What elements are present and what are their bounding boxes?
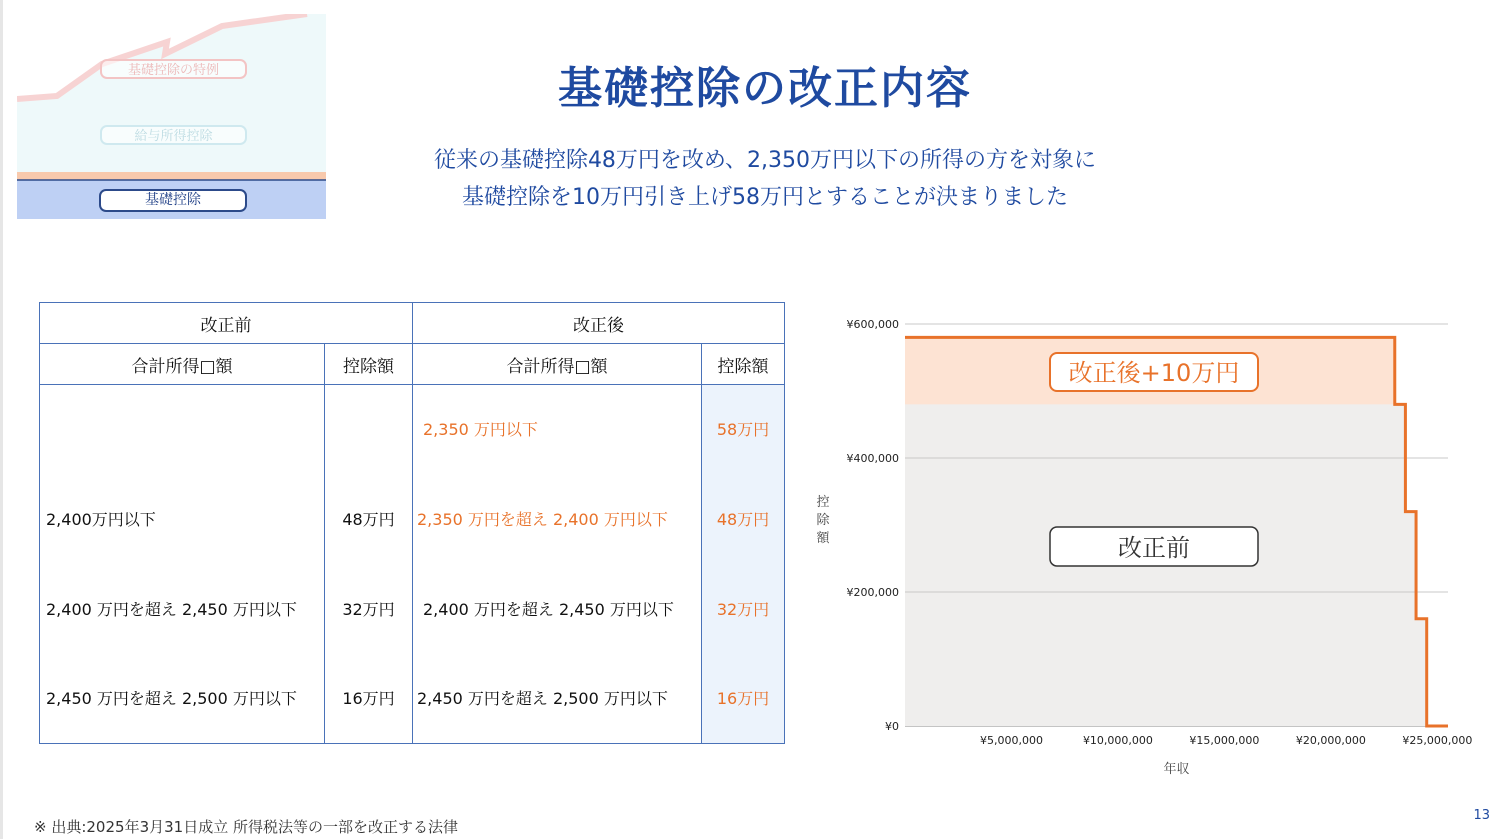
header-before: 改正前 bbox=[40, 303, 413, 344]
after-deduction-4: 16万円 bbox=[716, 689, 770, 708]
legend-after-text: 改正後+10万円 bbox=[1068, 359, 1240, 387]
x-axis-label: 年収 bbox=[1163, 762, 1190, 777]
after-income-3: 2,400 万円を超え 2,450 万円以下 bbox=[423, 600, 674, 619]
legend-before bbox=[1050, 527, 1258, 566]
left-edge-line bbox=[0, 0, 3, 839]
before-deduction-1: 48万円 bbox=[342, 510, 395, 529]
legend-before-text: 改正前 bbox=[1118, 534, 1190, 562]
page-number: 13 bbox=[1473, 808, 1490, 823]
after-income-1: 2,350 万円以下 bbox=[423, 420, 538, 439]
legend-after bbox=[1050, 353, 1258, 391]
subtitle-line-2: 基礎控除を10万円引き上げ58万円とすることが決まりました bbox=[462, 185, 1068, 210]
after-income-4: 2,450 万円を超え 2,500 万円以下 bbox=[417, 689, 668, 708]
subtitle-line-1: 従来の基礎控除48万円を改め、2,350万円以下の所得の方を対象に bbox=[433, 148, 1097, 173]
after-income-2: 2,350 万円を超え 2,400 万円以下 bbox=[417, 510, 668, 529]
y-axis-label-char: 額 bbox=[816, 531, 830, 546]
header-income-before: 合計所得□額 bbox=[40, 344, 325, 385]
header-deduction-before: 控除額 bbox=[325, 344, 413, 385]
comparison-table bbox=[39, 302, 785, 744]
before-income-column bbox=[40, 385, 325, 744]
deduction-chart bbox=[800, 300, 1480, 790]
before-income-1: 2,400万円以下 bbox=[46, 510, 156, 529]
page-title: 基礎控除の改正内容 bbox=[558, 63, 972, 114]
thumbnail-label-kyuyo: 給与所得控除 bbox=[100, 125, 247, 145]
after-deduction-column bbox=[702, 385, 785, 744]
header-after: 改正後 bbox=[413, 303, 785, 344]
thumbnail-label-kiso: 基礎控除 bbox=[99, 189, 247, 212]
y-tick-label: ¥0 bbox=[885, 720, 899, 733]
thumbnail-diagram bbox=[17, 14, 326, 219]
header-income-after: 合計所得□額 bbox=[413, 344, 702, 385]
before-income-3: 2,450 万円を超え 2,500 万円以下 bbox=[46, 689, 297, 708]
header-deduction-after: 控除額 bbox=[702, 344, 785, 385]
before-deduction-3: 16万円 bbox=[342, 689, 395, 708]
y-tick-label: ¥400,000 bbox=[846, 452, 899, 465]
thumbnail-label-tokurei: 基礎控除の特例 bbox=[100, 59, 247, 79]
before-deduction-column bbox=[325, 385, 413, 744]
y-axis-label-char: 除 bbox=[816, 513, 830, 528]
footnote: ※ 出典:2025年3月31日成立 所得税法等の一部を改正する法律 bbox=[34, 818, 458, 836]
x-tick-label: ¥10,000,000 bbox=[1082, 734, 1153, 747]
y-tick-label: ¥200,000 bbox=[846, 586, 899, 599]
y-axis-label bbox=[816, 494, 830, 546]
after-deduction-1: 58万円 bbox=[716, 420, 770, 439]
x-tick-label: ¥25,000,000 bbox=[1402, 734, 1473, 747]
y-axis-label-char: 控 bbox=[816, 495, 830, 510]
after-deduction-3: 32万円 bbox=[716, 600, 770, 619]
y-tick-label: ¥600,000 bbox=[846, 318, 899, 331]
x-tick-label: ¥15,000,000 bbox=[1189, 734, 1260, 747]
before-deduction-2: 32万円 bbox=[342, 600, 395, 619]
before-income-2: 2,400 万円を超え 2,450 万円以下 bbox=[46, 600, 297, 619]
x-tick-label: ¥5,000,000 bbox=[979, 734, 1043, 747]
x-tick-label: ¥20,000,000 bbox=[1295, 734, 1366, 747]
after-income-column bbox=[413, 385, 702, 744]
page-subtitle bbox=[330, 142, 1200, 216]
after-deduction-2: 48万円 bbox=[716, 510, 770, 529]
